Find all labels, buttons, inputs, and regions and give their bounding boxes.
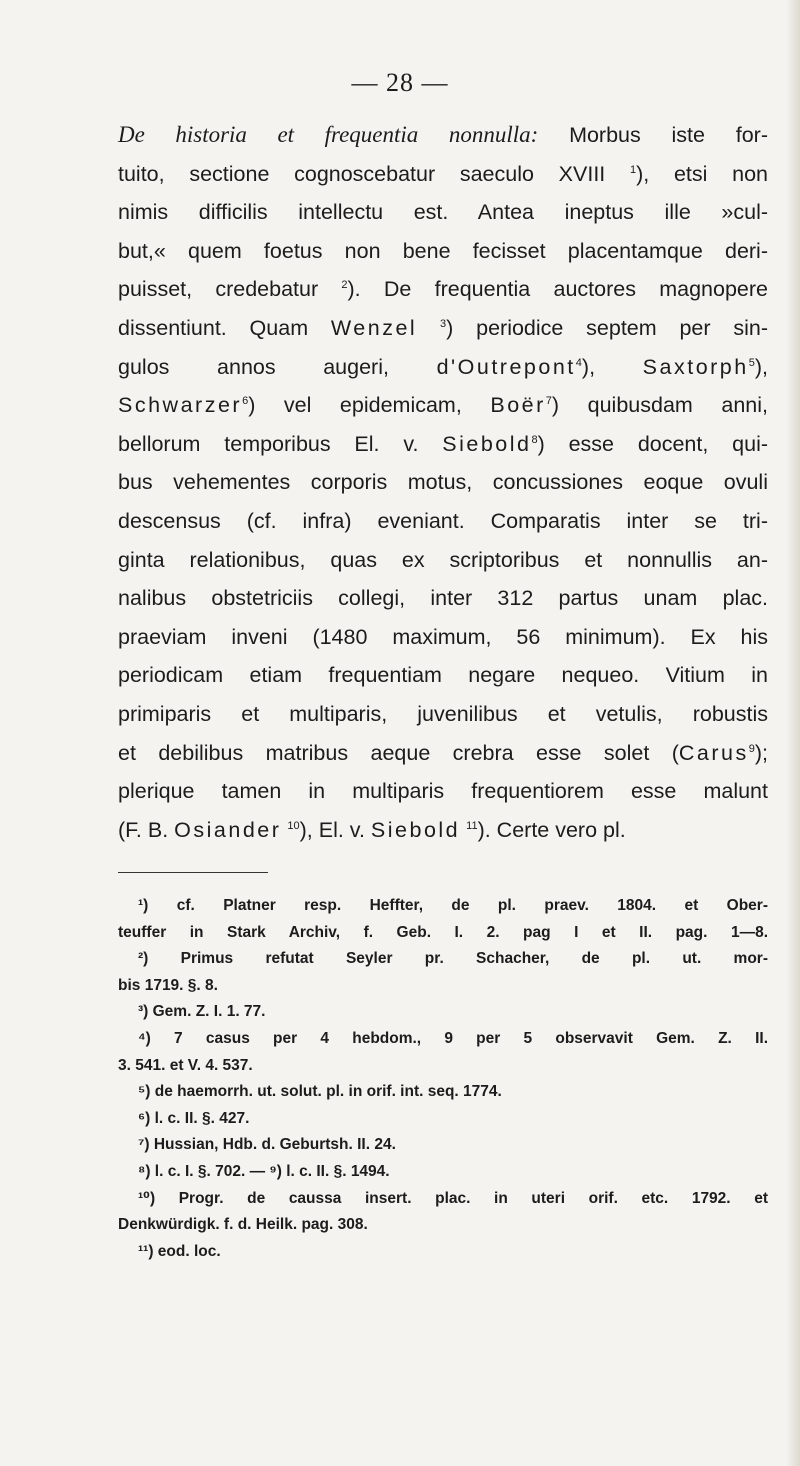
paragraph-line xyxy=(118,463,768,502)
footnote-marker: 1 xyxy=(629,163,637,176)
page-edge-shadow xyxy=(786,0,800,1466)
text-run: ) vel epidemicam, xyxy=(248,393,491,418)
footnote-line: 3. 541. et V. 4. 537. xyxy=(118,1056,253,1074)
text-run: gulos annos augeri, xyxy=(118,354,437,379)
footnote-marker: 6 xyxy=(242,395,249,407)
paragraph-line xyxy=(118,155,768,194)
footnote-line: ⁸) l. c. I. §. 702. — ⁹) l. c. II. §. 1494. xyxy=(138,1162,390,1180)
text-run: ). De frequentia auctores magnopere xyxy=(347,277,768,302)
text-run: ), xyxy=(754,354,768,379)
page-number: — 28 — xyxy=(351,68,449,97)
text-run: primiparis et multiparis, juvenilibus et vetulis, robustis xyxy=(118,701,768,726)
footnote-line: ³) Gem. Z. I. 1. 77. xyxy=(138,1003,266,1021)
footnotes xyxy=(118,893,768,1265)
footnote-marker: 10 xyxy=(287,819,300,832)
paragraph-line xyxy=(118,734,768,773)
footnote-marker: 3 xyxy=(440,317,447,330)
paragraph-line xyxy=(118,309,768,348)
author-name: Carus xyxy=(678,740,749,765)
paragraph-line xyxy=(118,348,768,387)
footnote-rule xyxy=(118,872,268,873)
text-run: plerique tamen in multiparis frequentiorem esse malunt xyxy=(118,779,768,804)
paragraph-line xyxy=(118,695,768,734)
text-run: ) quibusdam anni, xyxy=(551,393,768,418)
paragraph-line xyxy=(118,425,768,464)
text-run: tuito, sectione cognoscebatur saeculo XVIII xyxy=(118,161,630,186)
text-run: et debilibus matribus aeque crebra esse solet ( xyxy=(118,740,679,765)
text-run: puisset, credebatur xyxy=(118,277,342,302)
text-run: periodicam etiam frequentiam negare nequeo. Vitium in xyxy=(118,663,768,688)
author-name: Osiander xyxy=(174,817,282,842)
text-run xyxy=(417,316,440,340)
main-paragraph xyxy=(118,116,768,849)
author-name: d'Outrepont xyxy=(436,354,576,379)
section-heading: De historia et frequentia nonnulla: xyxy=(118,122,539,147)
footnote-line: ⁷) Hussian, Hdb. d. Geburtsh. II. 24. xyxy=(138,1136,396,1154)
author-name: Boër xyxy=(490,393,546,418)
text-run: ), etsi non xyxy=(636,161,768,186)
text-run: ); xyxy=(754,740,768,765)
paragraph-line xyxy=(118,232,768,271)
author-name: Siebold xyxy=(442,431,532,456)
text-run: ). Certe vero pl. xyxy=(477,817,626,842)
author-name: Wenzel xyxy=(330,315,418,340)
paragraph-line xyxy=(118,811,768,850)
footnote-marker: 7 xyxy=(545,395,552,407)
text-run: bus vehementes corporis motus, concussiones eoque ovuli xyxy=(118,470,768,495)
text-run: dissentiunt. Quam xyxy=(118,315,331,340)
paragraph-line xyxy=(118,270,768,309)
footnote-marker: 11 xyxy=(466,819,478,832)
paragraph-line xyxy=(118,656,768,695)
footnote-line: ⁵) de haemorrh. ut. solut. pl. in orif. int. seq. 1774. xyxy=(138,1083,502,1101)
text-run: bellorum temporibus El. v. xyxy=(118,431,443,456)
footnote-line: ⁴) 7 casus per 4 hebdom., 9 per 5 observavit Gem. Z. II. xyxy=(138,1029,768,1047)
text-run: Morbus iste for- xyxy=(538,123,768,147)
footnote-line: ¹) cf. Platner resp. Heffter, de pl. praev. 1804. et Ober- xyxy=(138,897,768,914)
footnote-line: ¹¹) eod. loc. xyxy=(138,1242,221,1260)
text-run: ), El. v. xyxy=(299,817,371,842)
paragraph-line xyxy=(118,116,768,155)
text-run: ) periodice septem per sin- xyxy=(446,315,768,340)
footnote-line: ¹⁰) Progr. de caussa insert. plac. in uteri orif. etc. 1792. et xyxy=(138,1189,768,1207)
text-run: descensus (cf. infra) eveniant. Comparatis inter se tri- xyxy=(118,508,768,533)
paragraph-line xyxy=(118,193,768,232)
text-run: (F. B. xyxy=(118,817,175,842)
text-run: ) esse docent, qui- xyxy=(537,431,769,456)
footnote-line: bis 1719. §. 8. xyxy=(118,976,218,994)
paragraph-line xyxy=(118,579,768,618)
text-run: nimis difficilis intellectu est. Antea ineptus ille »cul- xyxy=(118,200,768,225)
footnote-marker: 8 xyxy=(531,433,538,446)
paragraph-line xyxy=(118,541,768,580)
footnote-marker: 5 xyxy=(748,356,755,369)
paragraph-line xyxy=(118,618,768,657)
footnote-marker: 9 xyxy=(748,742,755,755)
footnote-marker: 2 xyxy=(341,279,348,292)
text-run: praeviam inveni (1480 maximum, 56 minimum). Ex his xyxy=(118,624,768,649)
footnote-line: teuffer in Stark Archiv, f. Geb. I. 2. pag I et II. pag. 1—8. xyxy=(118,923,768,941)
text-run: ginta relationibus, quas ex scriptoribus et nonnullis an- xyxy=(118,547,768,572)
author-name: Saxtorph xyxy=(642,354,749,379)
author-name: Schwarzer xyxy=(118,393,243,418)
paragraph-line xyxy=(118,502,768,541)
text-run: but,« quem foetus non bene fecisset placentamque deri- xyxy=(118,238,768,263)
author-name: Siebold xyxy=(370,817,461,842)
paragraph-line xyxy=(118,386,768,425)
footnote-line: Denkwürdigk. f. d. Heilk. pag. 308. xyxy=(118,1216,368,1234)
footnote-line: ²) Primus refutat Seyler pr. Schacher, de pl. ut. mor- xyxy=(138,950,768,968)
paragraph-line xyxy=(118,772,768,811)
text-run: nalibus obstetriciis collegi, inter 312 partus unam plac. xyxy=(118,586,768,611)
footnote-marker: 4 xyxy=(575,356,582,369)
footnote-line: ⁶) l. c. II. §. 427. xyxy=(138,1109,250,1127)
text-run: ), xyxy=(581,354,643,379)
